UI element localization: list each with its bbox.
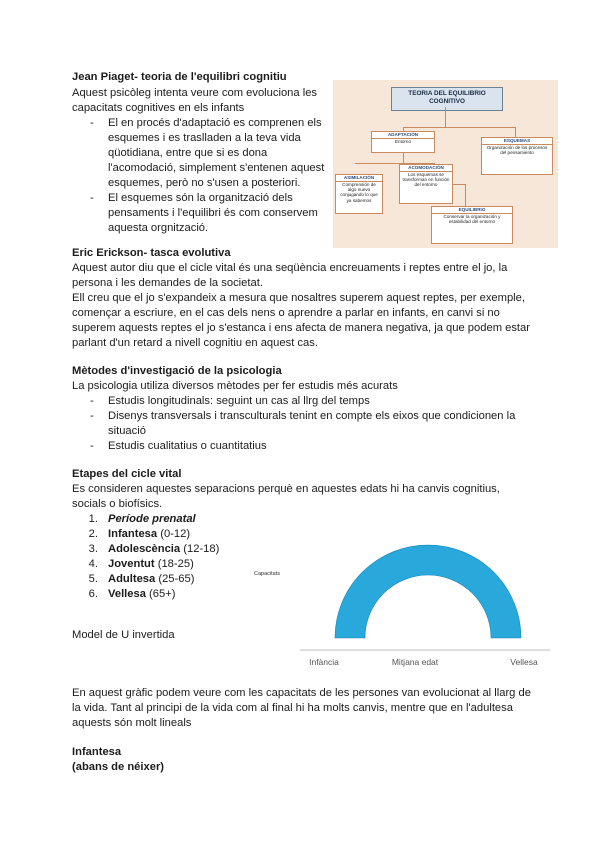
box-heading: EQUILIBRIO xyxy=(432,207,512,214)
heading-methods: Mètodes d'investigació de la psicologia xyxy=(72,365,282,377)
box-heading: ADAPTACIÓN xyxy=(372,132,434,139)
list-number: 2. xyxy=(88,528,98,540)
connector xyxy=(453,184,465,185)
paragraph-line: parlant d'un retard a nivell cognitiu en aquest cas. xyxy=(72,337,318,349)
paragraph-line: Ell creu que el jo s'expandeix a mesura que nosaltres superem aquest reptes, per exemple, xyxy=(72,292,525,304)
stage-range: (12-18) xyxy=(180,543,220,555)
stage-item xyxy=(108,572,194,587)
paragraph-line: capacitats cognitives en els infants xyxy=(72,102,245,114)
inverted-u-chart xyxy=(254,513,554,673)
heading-stages: Etapes del cicle vital xyxy=(72,468,182,480)
bullet-line: esquemes, però no s'usen a posteriori. xyxy=(108,177,301,189)
bullet-line: l'acomodació, simplement s'entenen aquest xyxy=(108,162,325,174)
diagram-title: TEORIA DEL EQUILIBRIO COGNITIVO xyxy=(391,87,503,111)
stage-item xyxy=(108,542,219,557)
box-body: Los esquemas se transforman en función del entorno xyxy=(402,171,450,188)
connector xyxy=(445,107,446,127)
stage-name: Adolescència xyxy=(108,543,181,555)
paragraph-line: començar a escriure, en el cas dels nens o aprendre a parlar en infants, en canvi si no xyxy=(72,307,500,319)
diagram-box-adaptacion xyxy=(371,131,435,153)
chart-x-tick-label: Vellesa xyxy=(510,657,538,667)
bullet-marker: - xyxy=(90,395,94,407)
stage-item xyxy=(108,557,194,572)
diagram-box-equilibrio xyxy=(431,206,513,244)
bullet-line: El esquemes són la organització dels xyxy=(108,192,293,204)
connector xyxy=(465,184,466,206)
box-body: Comprensión de algo nuevo conjugando lo que ya sabemos xyxy=(340,181,378,203)
paragraph-line: La psicologia utiliza diversos mètodes per fer estudis més acurats xyxy=(72,380,398,392)
bullet-line: Disenys transversals i transculturals tenint en compte els eixos que condicionen la xyxy=(108,410,516,422)
paragraph-line: En aquest gràfic podem veure com les capacitats de les persones van evolucionat al llarg de xyxy=(72,687,531,699)
connector xyxy=(403,127,515,128)
diagram-box-acomodacion xyxy=(399,164,453,204)
bullet-line: Estudis longitudinals: seguint un cas al llrg del temps xyxy=(108,395,370,407)
box-heading: ESQUEMAS xyxy=(482,138,552,145)
bullet-line: esquemes i es traslladen a la teva vida xyxy=(108,132,301,144)
box-body: Conservar la organización y estabilidad del entorno xyxy=(443,213,501,224)
paragraph-line: persona i les demandes de la societat. xyxy=(72,277,263,289)
bullet-line: qüotidiana, entre que si es dona xyxy=(108,147,268,159)
bullet-line: pensaments i l'equilibri és com conservem xyxy=(108,207,318,219)
list-number: 4. xyxy=(88,558,98,570)
stage-name: Joventut xyxy=(108,558,155,570)
box-heading: ASIMILACIÓN xyxy=(336,175,382,182)
paragraph-line: la vida. Tant al principi de la vida com al final hi ha molts canvis, mentre que en l'adultesa xyxy=(72,702,513,714)
bullet-line: aquesta orgnització. xyxy=(108,222,209,234)
chart-x-tick-label: Mitjana edat xyxy=(391,657,439,667)
box-heading: ACOMODACIÓN xyxy=(400,165,452,172)
stage-name: Adultesa xyxy=(108,573,156,585)
list-number: 5. xyxy=(88,573,98,585)
chart-arch xyxy=(335,545,521,638)
heading-infantesa: Infantesa xyxy=(72,746,122,758)
paragraph-line: Es consideren aquestes separacions perquè en aquestes edats hi ha canvis cognitius, xyxy=(72,483,500,495)
bullet-marker: - xyxy=(90,117,94,129)
list-number: 3. xyxy=(88,543,98,555)
diagram-box-asimilacion xyxy=(335,174,383,214)
bullet-line: El en procés d'adaptació es comprenen els xyxy=(108,117,322,129)
diagram-box-esquemas xyxy=(481,137,553,175)
stage-item xyxy=(108,527,190,542)
stage-name: Infantesa xyxy=(108,528,158,540)
chart-x-ticks xyxy=(309,657,538,667)
box-body: Organización de los procesos del pensamiento xyxy=(486,144,548,155)
stage-range: (0-12) xyxy=(157,528,191,540)
equilibrium-theory-diagram xyxy=(333,80,558,248)
connector xyxy=(403,153,404,163)
chart-x-tick-label: Infància xyxy=(309,657,339,667)
list-number: 6. xyxy=(88,588,98,600)
paragraph-line: aquests són molt lineals xyxy=(72,717,192,729)
stage-item xyxy=(108,587,176,602)
model-label: Model de U invertida xyxy=(72,629,175,641)
bullet-marker: - xyxy=(90,192,94,204)
stage-item xyxy=(108,512,196,527)
stage-range: (65+) xyxy=(145,588,176,600)
paragraph-line: Aquest psicòleg intenta veure com evoluciona les xyxy=(72,87,318,99)
subheading-before-birth: (abans de néixer) xyxy=(72,761,165,773)
stage-range: (18-25) xyxy=(154,558,194,570)
paragraph-line: Aquest autor diu que el cicle vital és una seqüència encreuaments i reptes entre el jo, la xyxy=(72,262,508,274)
stage-name: Vellesa xyxy=(108,588,146,600)
list-number: 1. xyxy=(88,513,98,525)
bullet-marker: - xyxy=(90,410,94,422)
bullet-line: situació xyxy=(108,425,146,437)
bullet-line: Estudis cualitatius o cuantitatius xyxy=(108,440,267,452)
stage-range: (25-65) xyxy=(155,573,195,585)
stage-name: Període prenatal xyxy=(108,513,196,525)
box-body: Entorno xyxy=(394,138,412,144)
heading-piaget: Jean Piaget- teoria de l'equilibri cognitiu xyxy=(72,71,287,83)
heading-erickson: Eric Erickson- tasca evolutiva xyxy=(72,247,231,259)
bullet-marker: - xyxy=(90,440,94,452)
paragraph-line: superem aquests reptes el jo s'estanca i ens afecta de manera negativa, ja que podem estar xyxy=(72,322,530,334)
connector xyxy=(515,127,516,137)
paragraph-line: socials o biofísics. xyxy=(72,498,163,510)
chart-y-label: Capacitats xyxy=(254,571,280,577)
